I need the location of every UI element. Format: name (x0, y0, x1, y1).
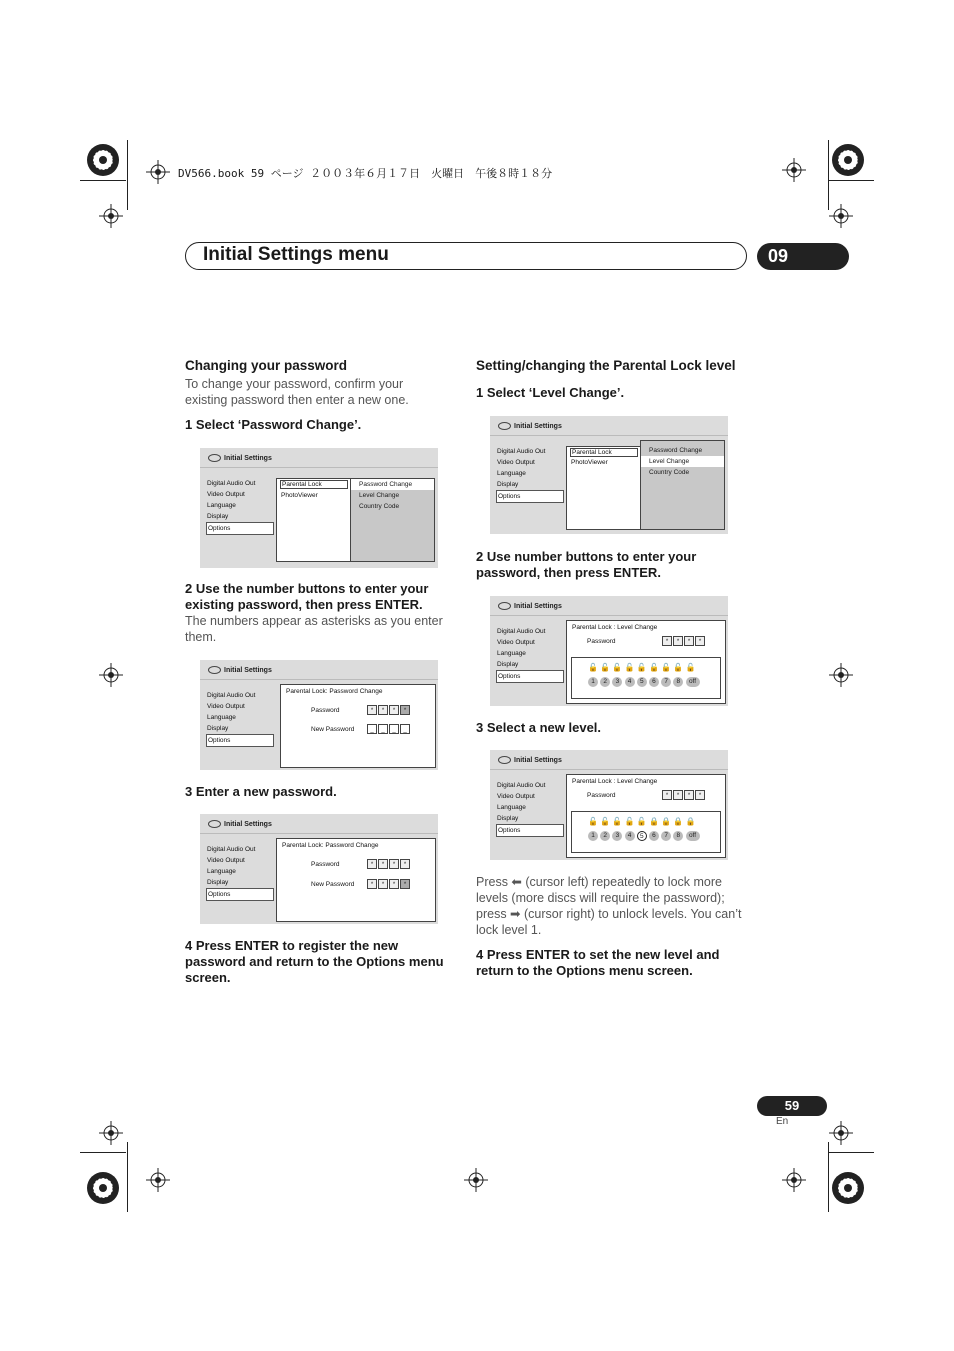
screen-menu (206, 690, 274, 747)
password-label: Password (311, 861, 340, 868)
new-password-boxes: * * * * (367, 879, 411, 889)
unlock-icon: 🔓 (600, 817, 611, 826)
submenu-window (276, 478, 352, 562)
screen-menu (496, 626, 564, 683)
screen-enter-existing-password (200, 660, 438, 770)
window-title: Parental Lock : Level Change (572, 778, 658, 785)
lock-icon: 🔒 (673, 817, 684, 826)
disc-icon (498, 422, 511, 430)
level-number: 2 (600, 677, 610, 687)
unlock-icon: 🔓 (685, 663, 696, 672)
menu-item: Digital Audio Out (497, 448, 546, 455)
step-2: 2 Use the number buttons to enter your existing password, then press ENTER. (185, 581, 429, 612)
submenu-2 (350, 478, 435, 562)
unlock-icon: 🔓 (624, 817, 635, 826)
menu-item-selected: Options (496, 490, 564, 503)
screen-header: Initial Settings (514, 756, 562, 764)
crosshair-icon (829, 204, 853, 228)
new-password-boxes: _ _ _ _ (367, 724, 411, 734)
crosshair-icon (829, 663, 853, 687)
unlock-icon: 🔓 (612, 663, 623, 672)
lock-levels (571, 657, 721, 699)
crop-mark (828, 140, 829, 210)
crop-mark (127, 1142, 128, 1212)
window-title: Parental Lock: Password Change (286, 688, 383, 695)
screen-header: Initial Settings (514, 422, 562, 430)
unlock-icon: 🔓 (636, 663, 647, 672)
screen-header: Initial Settings (224, 666, 272, 674)
password-boxes: * * * * (367, 705, 411, 715)
level-number: 8 (673, 831, 683, 841)
crosshair-icon (146, 160, 170, 184)
unlock-icon: 🔓 (588, 663, 598, 672)
disc-icon (498, 756, 511, 764)
submenu-item-selected: Password Change (351, 479, 434, 490)
menu-item-selected: Options (206, 888, 274, 901)
unlock-icon: 🔓 (588, 817, 598, 826)
menu-item: Video Output (207, 491, 245, 498)
screen-menu (206, 478, 274, 535)
lock-icon: 🔒 (685, 817, 696, 826)
level-window (566, 620, 726, 704)
level-number: off (686, 831, 700, 841)
unlock-icon: 🔓 (661, 663, 672, 672)
screen-header: Initial Settings (514, 602, 562, 610)
password-window (280, 684, 436, 768)
unlock-icon: 🔓 (624, 663, 635, 672)
submenu-item: Parental Lock (570, 448, 638, 457)
menu-item: Display (207, 725, 229, 732)
window-title: Parental Lock: Password Change (282, 842, 379, 849)
level-number: 6 (649, 677, 659, 687)
submenu-item-selected: Level Change (641, 456, 724, 467)
lock-levels (571, 811, 721, 853)
unlock-icon: 🔓 (636, 817, 647, 826)
menu-item: Language (207, 714, 236, 721)
menu-item: Language (207, 502, 236, 509)
menu-item: Video Output (207, 703, 245, 710)
level-number: 5 (637, 677, 647, 687)
screen-menu (496, 446, 564, 503)
submenu-window (566, 446, 642, 530)
screen-level-change-password (490, 596, 728, 706)
menu-item-selected: Options (206, 734, 274, 747)
screen-menu (496, 780, 564, 837)
menu-item: Digital Audio Out (207, 692, 256, 699)
unlock-icon: 🔓 (612, 817, 623, 826)
crosshair-icon (464, 1168, 488, 1192)
screen-select-new-level (490, 750, 728, 860)
password-boxes: * * * * (662, 636, 706, 646)
step-1: 1 Select ‘Level Change’. (476, 385, 625, 400)
menu-item: Language (497, 650, 526, 657)
book-header: DV566.book 59 ページ ２００３年６月１７日 火曜日 午後８時１８分 (178, 167, 553, 180)
unlock-icon: 🔓 (600, 663, 611, 672)
menu-item: Display (207, 879, 229, 886)
crosshair-icon (99, 1121, 123, 1145)
password-boxes: * * * * (367, 859, 411, 869)
level-window (566, 774, 726, 858)
section-heading: Setting/changing the Parental Lock level (476, 358, 736, 373)
lock-icon: 🔒 (661, 817, 672, 826)
screen-level-change-select (490, 416, 728, 534)
submenu-item: Country Code (649, 469, 690, 476)
chapter-badge: 09 (757, 243, 849, 270)
level-number: 6 (649, 831, 659, 841)
level-number: 3 (612, 831, 622, 841)
menu-item: Display (497, 815, 519, 822)
menu-item: Digital Audio Out (497, 782, 546, 789)
menu-item: Display (497, 481, 519, 488)
step-4: 4 Press ENTER to set the new level and return to the Options menu screen. (476, 947, 720, 978)
crosshair-icon (99, 663, 123, 687)
intro-text: To change your password, confirm your existing password then enter a new one. (185, 377, 409, 407)
crosshair-icon (782, 1168, 806, 1192)
menu-item-selected: Options (496, 670, 564, 683)
submenu-item: Level Change (359, 492, 400, 499)
screen-menu (206, 844, 274, 901)
registration-wheel-icon (830, 142, 870, 182)
step-3: 3 Enter a new password. (185, 784, 337, 799)
disc-icon (498, 602, 511, 610)
level-number: 8 (673, 677, 683, 687)
menu-item: Video Output (207, 857, 245, 864)
screen-enter-new-password (200, 814, 438, 924)
level-number: 7 (661, 831, 671, 841)
section-heading: Changing your password (185, 358, 348, 373)
crosshair-icon (99, 204, 123, 228)
password-boxes: * * * * (662, 790, 706, 800)
menu-item: Digital Audio Out (207, 846, 256, 853)
step-3: 3 Select a new level. (476, 720, 602, 735)
window-title: Parental Lock : Level Change (572, 624, 658, 631)
page-number: 59 (757, 1096, 827, 1116)
registration-wheel-icon (85, 1170, 125, 1210)
submenu-item: Parental Lock (280, 480, 348, 489)
disc-icon (208, 666, 221, 674)
level-number: off (686, 677, 700, 687)
password-window (276, 838, 436, 922)
menu-item: Video Output (497, 639, 535, 646)
level-number: 1 (588, 831, 598, 841)
step-2-note: The numbers appear as asterisks as you enter them. (185, 614, 443, 644)
menu-item: Digital Audio Out (207, 480, 256, 487)
registration-wheel-icon (830, 1170, 870, 1210)
disc-icon (208, 820, 221, 828)
step-4: 4 Press ENTER to register the new password and return to the Options menu screen. (185, 938, 444, 985)
page-language: En (776, 1116, 789, 1127)
menu-item-selected: Options (206, 522, 274, 535)
crop-mark (127, 140, 128, 210)
step-2: 2 Use number buttons to enter your password, then press ENTER. (476, 549, 697, 580)
menu-item: Language (497, 804, 526, 811)
cursor-note: Press ⬅ (cursor left) repeatedly to lock more levels (more discs will require the password); press ➡ (cursor right) to unlock levels. You can’t lock level 1. (476, 875, 742, 937)
menu-item: Digital Audio Out (497, 628, 546, 635)
screen-header: Initial Settings (224, 820, 272, 828)
submenu-item: PhotoViewer (281, 492, 318, 499)
registration-wheel-icon (85, 142, 125, 182)
level-number: 7 (661, 677, 671, 687)
level-number: 1 (588, 677, 598, 687)
crosshair-icon (782, 158, 806, 182)
password-label: Password (311, 707, 340, 714)
new-password-label: New Password (311, 726, 355, 733)
menu-item: Language (497, 470, 526, 477)
submenu-2 (640, 440, 725, 530)
password-label: Password (587, 792, 616, 799)
screen-password-change-select (200, 448, 438, 568)
unlock-icon: 🔓 (648, 663, 659, 672)
menu-item: Video Output (497, 793, 535, 800)
crosshair-icon (829, 1121, 853, 1145)
disc-icon (208, 454, 221, 462)
submenu-item: Password Change (649, 447, 703, 454)
level-number-selected: 5 (637, 831, 647, 841)
step-1: 1 Select ‘Password Change’. (185, 417, 362, 432)
submenu-item: Country Code (359, 503, 400, 510)
level-number: 3 (612, 677, 622, 687)
menu-item: Display (207, 513, 229, 520)
menu-item: Language (207, 868, 236, 875)
new-password-label: New Password (311, 881, 355, 888)
page-title: Initial Settings menu (203, 244, 389, 265)
level-number: 4 (625, 831, 635, 841)
menu-item-selected: Options (496, 824, 564, 837)
crosshair-icon (146, 1168, 170, 1192)
password-label: Password (587, 638, 616, 645)
screen-header: Initial Settings (224, 454, 272, 462)
crop-mark (828, 1152, 874, 1153)
level-number: 4 (625, 677, 635, 687)
submenu-item: PhotoViewer (571, 459, 608, 466)
menu-item: Display (497, 661, 519, 668)
menu-item: Video Output (497, 459, 535, 466)
crop-mark (80, 1152, 126, 1153)
lock-icon: 🔒 (648, 817, 659, 826)
unlock-icon: 🔓 (673, 663, 684, 672)
level-number: 2 (600, 831, 610, 841)
